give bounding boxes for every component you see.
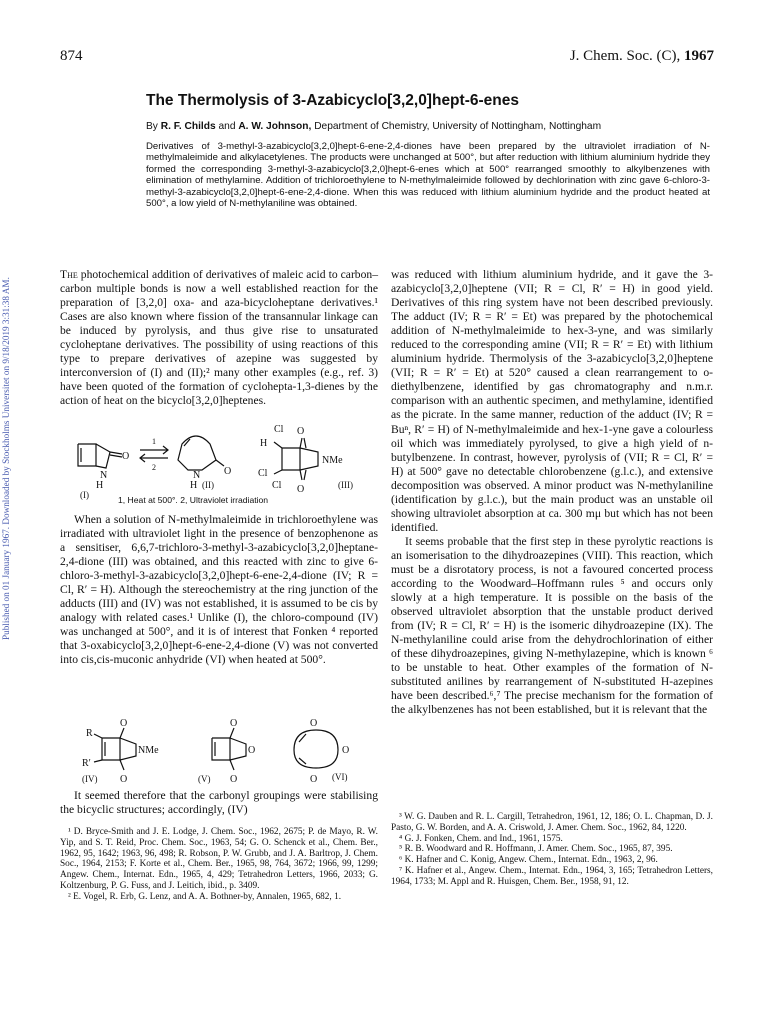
left-body — [60, 513, 378, 668]
page-number: 874 — [60, 48, 83, 64]
label-o-vi-top: O — [310, 718, 318, 729]
left-tail — [60, 789, 378, 817]
authors-prefix: By — [146, 121, 158, 132]
label-nme-iii: NMe — [322, 455, 343, 466]
intro-paragraph — [60, 268, 378, 408]
footnote-4: ⁴ G. J. Fonken, Chem. and Ind., 1961, 1575. — [399, 833, 563, 844]
label-o-iv-top: O — [120, 718, 128, 729]
label-o-i: O — [122, 451, 130, 462]
label-o-ii: O — [224, 466, 232, 477]
label-o-iii-bottom: O — [297, 484, 305, 495]
author-1: R. F. Childs — [160, 121, 216, 132]
scheme-caption: 1, Heat at 500°. 2, Ultraviolet irradiation — [118, 495, 269, 505]
label-o-iv-bottom: O — [120, 774, 128, 785]
journal-name: J. Chem. Soc. (C), — [569, 48, 681, 64]
abstract: Derivatives of 3-methyl-3-azabicyclo[3,2,0]hept-6-ene-2,4-diones have been prepared by the ultraviolet irradiation of N-methylmaleimide and alkylacetylenes. The products were unchanged at 500°, but after reduction with lithium aluminium hydride they formed the corresponding 3-methyl-3-azabicyclo[3,2,0]hept-6-enes which at 500° rearranged smoothly to alkylbenzenes with elimination of methylamine. Addition of trichloroethylene to N-methylmaleimide followed by dechlorination with zinc gave 6-chloro-3-methyl-3-azabicyclo[3,2,0]hept-6-ene-2,4-dione. When this was reduced with lithium aluminium hydride and the product heated at 500°, a low yield of N-methylaniline was obtained. — [146, 141, 710, 210]
label-cl-1: Cl — [274, 424, 284, 435]
label-nme-iv: NMe — [138, 745, 159, 756]
scheme-iv-v-vi — [80, 716, 370, 786]
label-h-i: H — [96, 480, 104, 491]
affiliation: Department of Chemistry, University of Nottingham, Nottingham — [314, 121, 602, 132]
label-o-iii-top: O — [297, 426, 305, 437]
footnotes-right — [391, 812, 713, 888]
scheme-i-ii-iii — [60, 422, 378, 500]
footnote-5: ⁵ R. B. Woodward and R. Hoffmann, J. Amer. Chem. Soc., 1965, 87, 395. — [399, 844, 673, 855]
article-title: The Thermolysis of 3-Azabicyclo[3,2,0]hept-6-enes — [146, 92, 519, 109]
right-paragraph-1: was reduced with lithium aluminium hydride, and it gave the 3-azabicyclo[3,2,0]heptene (VII; R = Cl, R′ = H) in good yield. Derivatives of this ring system have not been described previously. The adduct (IV; R = R′ = Et) was prepared by the photochemical addition of N-methylmaleimide to hex-3-yne, and was similarly reduced to the corresponding amine (VII; R = R′ = Et) with lithium aluminium hydride. Thermolysis of the 3-azabicyclo[3,2,0]heptene (VII; R = R′ = Et) at 520° caused a clean rearrangement to o-diethylbenzene, identified by gas chromatography and n.m.r. comparison with an authentic specimen, and methylamine, identified as the picrate. In the same manner, reduction of the adduct (IV; R = Buⁿ, R′ = H) of N-methylmaleimide and hex-1-yne gave a colourless oil which was immediately pyrolysed, to give a high yield of n-butylbenzene. In contrast, however, pyrolysis of (VII; R = Cl, R′ = H) at 500° gave no detectable chlorobenzene (g.l.c.), and extensive decomposition was observed. A minor product was N-methylaniline (identification by g.l.c.), but the main product was an unstable oil showing ultraviolet absorption at ca. 300 mμ but which has not been identified. — [391, 268, 713, 534]
label-r-iv: R — [86, 728, 93, 739]
intro-lead: The — [60, 268, 78, 281]
footnotes-left — [60, 827, 378, 903]
right-body — [391, 268, 713, 718]
label-compound-iv: (IV) — [82, 774, 98, 784]
label-o-vi-bottom: O — [310, 774, 318, 785]
footnote-2: ² E. Vogel, R. Erb, G. Lenz, and A. A. Bothner-by, Annalen, 1965, 682, 1. — [68, 891, 342, 902]
author-line — [146, 121, 601, 132]
intro-text: photochemical addition of derivatives of maleic acid to carbon–carbon multiple bonds is now a well established reaction for the preparation of [3,2,0] oxa- and aza-bicycloheptane derivatives.¹ Cases are also known where fission of the transannular linkage can be induced by pyrolysis, and thus give rise to unsaturated cycloheptane derivatives. The possibility of using reactions of this type to prepare derivatives of azepine was suggested by interconversion of (I) and (II);² many other examples (e.g., ref. 3) have been quoted of the formation of cyclohepta-1,3-dienes by the action of heat on the bicyclo[3,2,0]heptenes. — [60, 268, 378, 408]
sidebar — [0, 0, 20, 1011]
journal-year: 1967 — [684, 48, 714, 64]
label-o-v-top: O — [230, 718, 238, 729]
label-n-i: N — [100, 470, 108, 481]
arrow-2-label: 2 — [152, 463, 156, 472]
label-compound-iii: (III) — [338, 480, 353, 490]
download-note[interactable]: Published on 01 January 1967. Downloaded by Stockholms Universitet on 9/18/2019 3:31:38 AM. — [1, 277, 11, 640]
label-n-ii: N — [193, 470, 201, 481]
paragraph-2: When a solution of N-methylmaleimide in trichloroethylene was irradiated with ultraviolet light in the presence of benzophenone as a sensitiser, 6,6,7-trichloro-3-methyl-3-azabicyclo[3,2,0]heptane-2,4-dione (III) was obtained, and this reacted with zinc to give 6-chloro-3-methyl-3-azabicyclo[3,2,0]hept-6-ene-2,4-dione (IV; R = Cl, R′ = H). Although the stereochemistry at the ring junction of the adducts (III) and (IV) was not established, it is assumed to be cis by analogy with related cases.¹ Unlike (I), the chloro-compound (IV) was unchanged at 500°, and it is of interest that Fonken ⁴ reported that 3-oxabicyclo[3,2,0]hept-6-ene-2,4-dione (V) was not converted into cis,cis-muconic anhydride (VI) when heated at 500°. — [60, 513, 378, 667]
footnote-3: ³ W. G. Dauben and R. L. Cargill, Tetrahedron, 1961, 12, 186; O. L. Chapman, D. J. Pasto, G. W. Borden, and A. A. Criswold, J. Amer. Chem. Soc., 1962, 84, 1220. — [391, 812, 713, 833]
label-o-v-bottom: O — [230, 774, 238, 785]
author-2: A. W. Johnson, — [238, 121, 312, 132]
label-compound-i: (I) — [80, 490, 89, 500]
label-compound-v: (V) — [198, 774, 211, 784]
left-intro — [60, 268, 378, 408]
authors-and: and — [218, 121, 236, 132]
label-h-ii: H — [190, 480, 198, 491]
label-o-v-ring: O — [248, 745, 256, 756]
footnote-1: ¹ D. Bryce-Smith and J. E. Lodge, J. Chem. Soc., 1962, 2675; P. de Mayo, R. W. Yip, and S. T. Reid, Proc. Chem. Soc., 1963, 54; G. O. Schenck et al., Chem. Ber., 1962, 95, 1642; 1963, 96, 498; R. Robson, P. W. Grubb, and J. A. Barltrop, J. Chem. Soc., 1964, 2153; F. Korte et al., Chem. Ber., 1965, 98, 764, 3672; 1966, 99, 1299; Angew. Chem., Internat. Edn., 1965, 4, 429; Tetrahedron Letters, 1966, 2033; G. Koltzenburg, P. G. Fuss, and J. Leitich, ibid., p. 3409. — [60, 827, 378, 891]
label-rprime-iv: R′ — [82, 758, 91, 769]
label-h-iii: H — [260, 438, 268, 449]
label-compound-ii: (II) — [202, 480, 214, 490]
footnote-7: ⁷ K. Hafner et al., Angew. Chem., Internat. Edn., 1964, 3, 165; Tetrahedron Letters, 1964, 1733; M. Appl and R. Huisgen, Chem. Ber., 1958, 91, 12. — [391, 865, 713, 887]
footnote-6: ⁶ K. Hafner and C. Konig, Angew. Chem., Internat. Edn., 1963, 2, 96. — [399, 855, 658, 866]
label-cl-2: Cl — [258, 468, 268, 479]
paragraph-3: It seemed therefore that the carbonyl groupings were stabilising the bicyclic structures; accordingly, (IV) — [60, 789, 378, 817]
label-cl-3: Cl — [272, 480, 282, 491]
journal-header — [570, 48, 714, 65]
right-paragraph-2: It seems probable that the first step in these pyrolytic reactions is an isomerisation to the dihydroazepines (VIII). This reaction, which must be a disrotatory process, is not a favoured concerted process according to the Woodward–Hoffmann rules ⁵ and occurs only slowly at a high temperature. It is possible on the basis of the observed ultraviolet absorption that the unstable product derived from (IV; R = Cl, R′ = H) is the isomeric dihydroazepine (IX). The N-methylaniline could arise from the dehydrochlorination of either of these dihydroazepines, giving N-methylazepine, which is known ⁶ to be unstable to heat. Other examples of the formation of N-substituted anilines by rearrangement of N-substituted H-azepines have been described.⁶,⁷ The precise mechanism for the formation of the alkylbenzenes has not been established, but it is relevant that the — [391, 534, 713, 717]
arrow-1-label: 1 — [152, 437, 156, 446]
label-o-vi-ring: O — [342, 745, 350, 756]
label-compound-vi: (VI) — [332, 772, 348, 782]
